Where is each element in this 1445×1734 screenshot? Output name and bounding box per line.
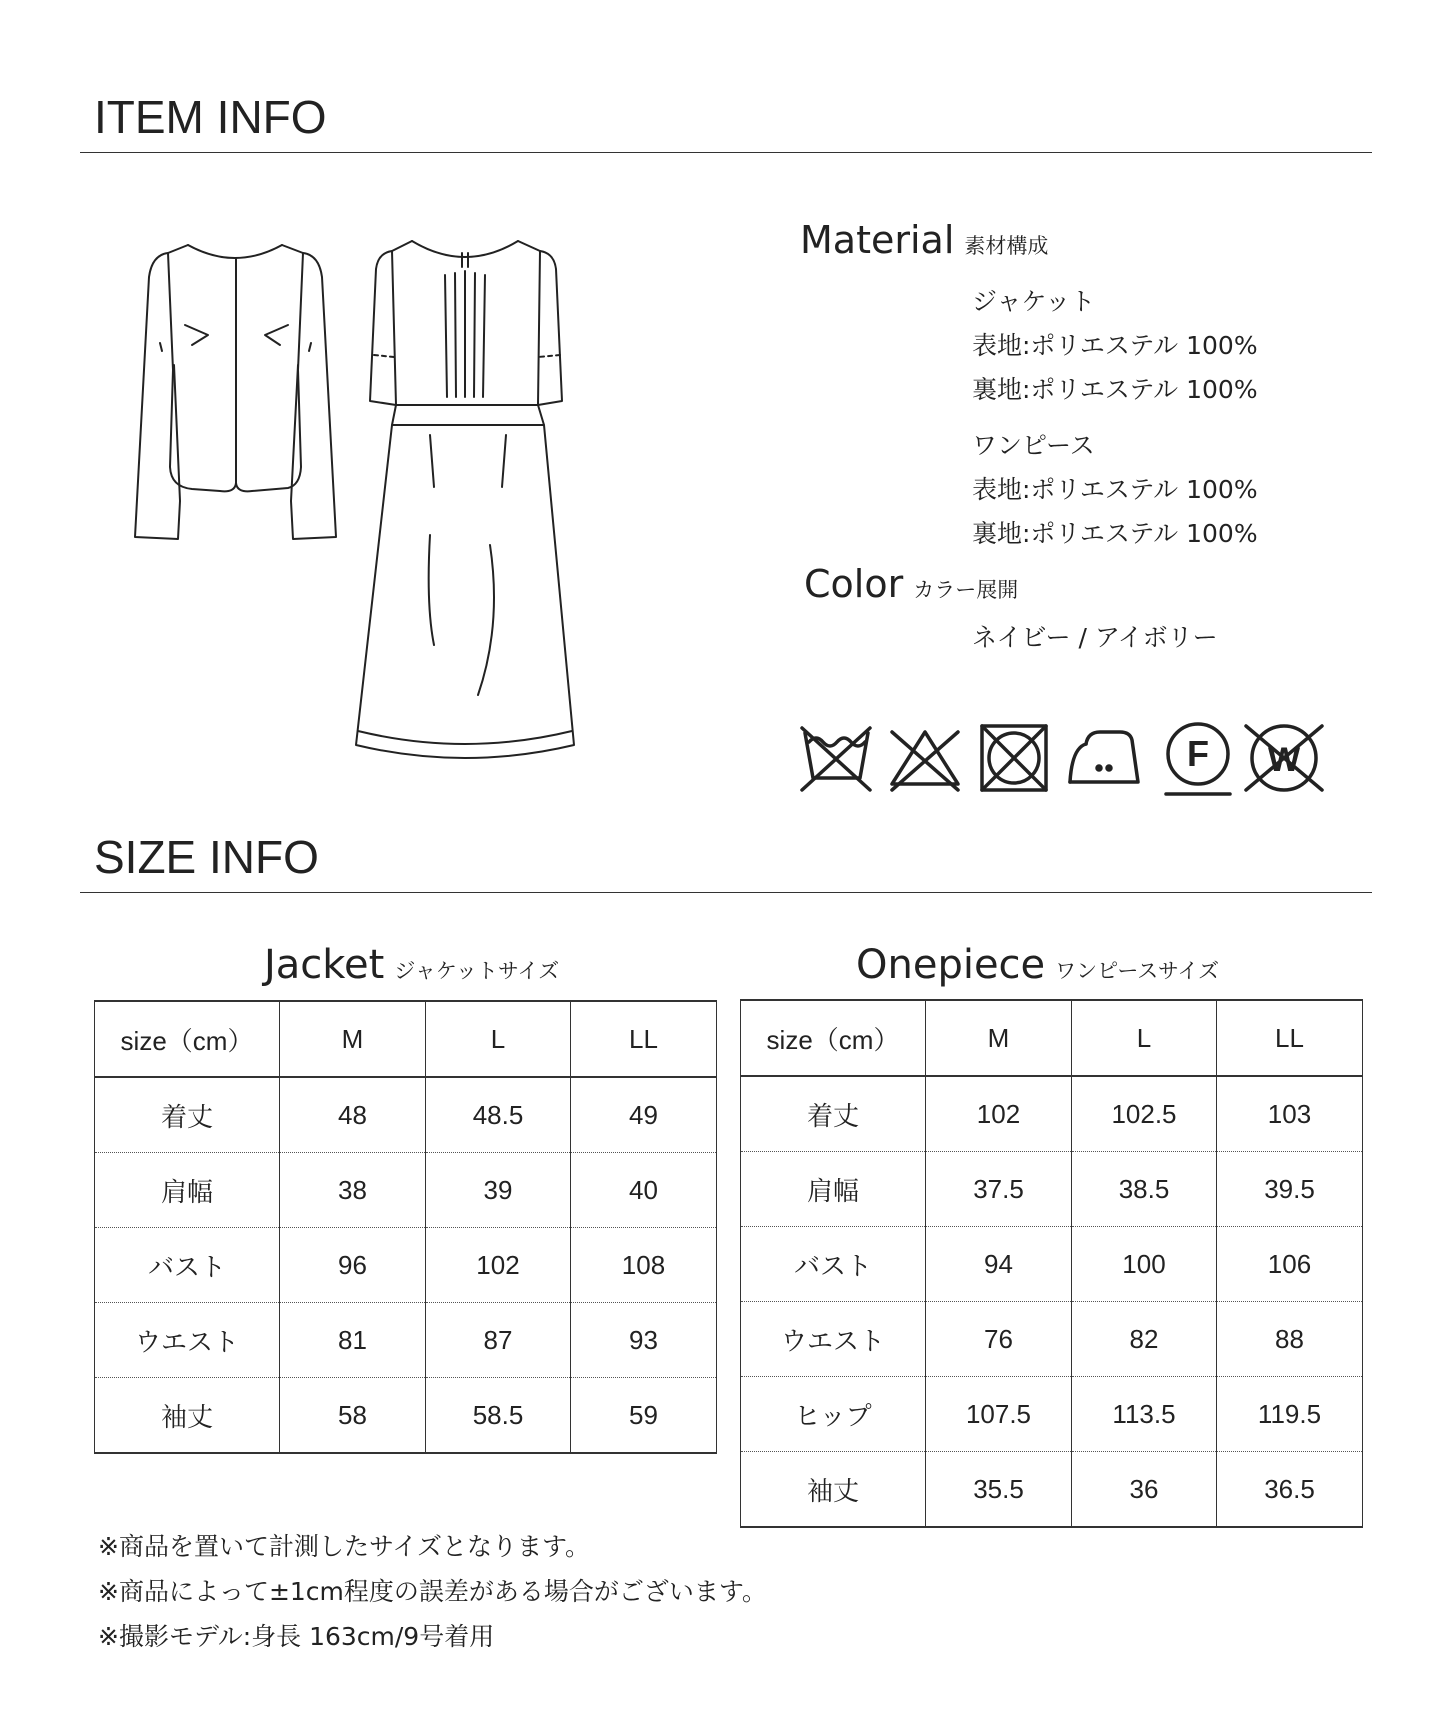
table-cell: 106	[1217, 1227, 1363, 1302]
dry-clean-f-icon	[1166, 724, 1230, 794]
onepiece-material-outer: 表地:ポリエステル 100%	[972, 475, 1258, 504]
onepiece-material-lining: 裏地:ポリエステル 100%	[972, 519, 1258, 548]
row-label: 袖丈	[95, 1378, 280, 1454]
table-row	[741, 1227, 1363, 1302]
item-info-title: ITEM INFO	[94, 91, 327, 143]
jacket-material-name: ジャケット	[972, 287, 1096, 316]
onepiece-size-table	[740, 999, 1363, 1528]
garment-illustration	[130, 225, 650, 785]
table-header-row	[95, 1001, 717, 1077]
note-tolerance: ※商品によって±1cm程度の誤差がある場合がございます。	[98, 1577, 767, 1606]
color-heading	[804, 562, 1018, 606]
onepiece-drawing	[356, 241, 574, 758]
table-cell: 93	[571, 1303, 717, 1378]
item-info-divider	[80, 152, 1372, 153]
material-label-jp: 素材構成	[964, 234, 1049, 258]
table-cell: 119.5	[1217, 1377, 1363, 1452]
table-cell: 48	[280, 1077, 426, 1153]
table-cell: 102	[426, 1228, 571, 1303]
header-cell: size（cm）	[741, 1000, 926, 1076]
table-cell: 35.5	[926, 1452, 1072, 1528]
color-label: Color	[804, 562, 904, 606]
jacket-material-outer: 表地:ポリエステル 100%	[972, 331, 1258, 360]
table-row	[95, 1228, 717, 1303]
header-cell: size（cm）	[95, 1001, 280, 1077]
size-info-title: SIZE INFO	[94, 831, 319, 883]
row-label: 袖丈	[741, 1452, 926, 1528]
note-measurement: ※商品を置いて計測したサイズとなります。	[98, 1532, 590, 1561]
color-values: ネイビー / アイボリー	[972, 623, 1218, 652]
table-row	[95, 1077, 717, 1153]
table-cell: 39	[426, 1153, 571, 1228]
row-label: ウエスト	[741, 1302, 926, 1377]
do-not-tumble-dry-icon	[982, 726, 1046, 790]
note-model: ※撮影モデル:身長 163cm/9号着用	[98, 1622, 495, 1651]
table-row	[741, 1152, 1363, 1227]
row-label: ウエスト	[95, 1303, 280, 1378]
jacket-material-lining: 裏地:ポリエステル 100%	[972, 375, 1258, 404]
table-cell: 36	[1072, 1452, 1217, 1528]
table-row	[741, 1377, 1363, 1452]
table-cell: 107.5	[926, 1377, 1072, 1452]
table-cell: 108	[571, 1228, 717, 1303]
row-label: 着丈	[741, 1076, 926, 1152]
onepiece-table-heading	[856, 942, 1219, 988]
table-cell: 103	[1217, 1076, 1363, 1152]
notes	[98, 1524, 767, 1659]
row-label: バスト	[741, 1227, 926, 1302]
table-cell: 88	[1217, 1302, 1363, 1377]
row-label: 肩幅	[95, 1153, 280, 1228]
header-cell: L	[1072, 1000, 1217, 1076]
do-not-bleach-icon	[892, 732, 958, 790]
svg-text:W: W	[1267, 741, 1301, 779]
header-cell: LL	[1217, 1000, 1363, 1076]
onepiece-table-title-jp: ワンピースサイズ	[1055, 959, 1220, 983]
table-cell: 100	[1072, 1227, 1217, 1302]
table-cell: 113.5	[1072, 1377, 1217, 1452]
row-label: バスト	[95, 1228, 280, 1303]
row-label: ヒップ	[741, 1377, 926, 1452]
table-header-row	[741, 1000, 1363, 1076]
table-row	[95, 1153, 717, 1228]
header-cell: M	[926, 1000, 1072, 1076]
table-cell: 58	[280, 1378, 426, 1454]
table-cell: 81	[280, 1303, 426, 1378]
table-cell: 37.5	[926, 1152, 1072, 1227]
jacket-size-table	[94, 1000, 717, 1454]
table-cell: 102	[926, 1076, 1072, 1152]
table-row	[741, 1076, 1363, 1152]
table-row	[741, 1452, 1363, 1528]
row-label: 着丈	[95, 1077, 280, 1153]
table-cell: 49	[571, 1077, 717, 1153]
header-cell: L	[426, 1001, 571, 1077]
table-cell: 36.5	[1217, 1452, 1363, 1528]
jacket-table-title-jp: ジャケットサイズ	[394, 959, 560, 983]
table-cell: 38.5	[1072, 1152, 1217, 1227]
table-cell: 40	[571, 1153, 717, 1228]
table-cell: 94	[926, 1227, 1072, 1302]
jacket-drawing	[135, 245, 336, 539]
no-wet-clean-icon	[1246, 726, 1322, 790]
table-cell: 96	[280, 1228, 426, 1303]
low-iron-icon	[1070, 732, 1138, 782]
material-label: Material	[800, 218, 955, 262]
table-cell: 48.5	[426, 1077, 571, 1153]
table-row	[95, 1303, 717, 1378]
table-cell: 76	[926, 1302, 1072, 1377]
jacket-table-title: Jacket	[264, 942, 385, 988]
jacket-table-heading	[264, 942, 559, 988]
size-info-divider	[80, 892, 1372, 893]
care-symbols	[800, 718, 1340, 798]
table-cell: 58.5	[426, 1378, 571, 1454]
table-row	[741, 1302, 1363, 1377]
table-cell: 87	[426, 1303, 571, 1378]
color-label-jp: カラー展開	[913, 578, 1019, 602]
table-cell: 82	[1072, 1302, 1217, 1377]
header-cell: M	[280, 1001, 426, 1077]
table-cell: 38	[280, 1153, 426, 1228]
table-cell: 59	[571, 1378, 717, 1454]
onepiece-table-title: Onepiece	[856, 942, 1046, 988]
svg-text:F: F	[1187, 733, 1209, 774]
row-label: 肩幅	[741, 1152, 926, 1227]
table-row	[95, 1378, 717, 1454]
onepiece-material-name: ワンピース	[972, 431, 1095, 460]
material-heading	[800, 218, 1048, 262]
table-cell: 102.5	[1072, 1076, 1217, 1152]
do-not-wash-icon	[802, 728, 870, 790]
header-cell: LL	[571, 1001, 717, 1077]
table-cell: 39.5	[1217, 1152, 1363, 1227]
